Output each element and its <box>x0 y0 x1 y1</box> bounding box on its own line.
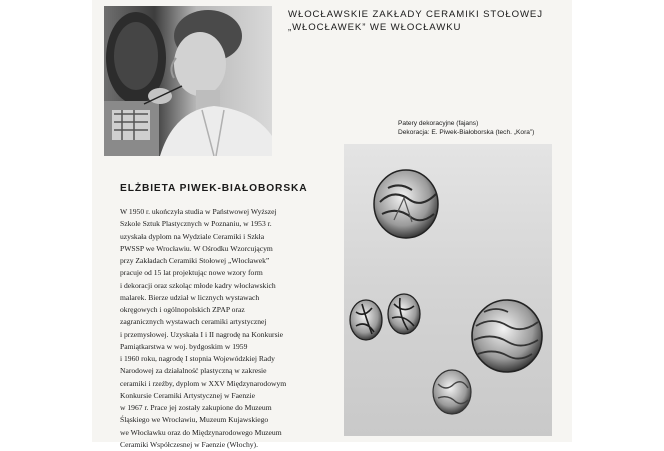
biography-text <box>120 206 334 451</box>
plate-small-middle <box>388 294 420 334</box>
plate-bottom <box>433 370 471 414</box>
artist-portrait-photo <box>104 6 272 156</box>
plate-small-left <box>350 300 382 340</box>
publisher-header <box>288 8 558 34</box>
bio-line: okręgowych i ogólnopolskich ZPAP oraz <box>120 305 245 314</box>
caption-line-2: Dekoracja: E. Piwek-Białoborska (tech. „Kora”) <box>398 129 535 136</box>
bio-line: zagranicznych wystawach ceramiki artystycznej <box>120 317 267 327</box>
bio-line: Szkole Sztuk Plastycznych w Poznaniu, w 1953 r. <box>120 219 272 229</box>
bio-line: i 1960 roku, nagrodę I stopnia Wojewódzkiej Rady <box>120 354 275 363</box>
header-line-2: „WŁOCŁAWEK” WE WŁOCŁAWKU <box>288 22 462 33</box>
bio-line: malarek. Bierze udział w licznych wystawach <box>120 292 260 302</box>
bio-line: PWSSP we Wrocławiu. W Ośrodku Wzorcującym <box>120 243 273 253</box>
bio-line: i przemysłowej. Uzyskała I i II nagrodę na Konkursie <box>120 329 284 339</box>
caption-line-1: Patery dekoracyjne (fajans) <box>398 120 479 127</box>
plate-large-top <box>374 170 438 238</box>
bio-line: w 1967 r. Prace jej zostały zakupione do Muzeum <box>120 403 272 412</box>
header-line-1: WŁOCŁAWSKIE ZAKŁADY CERAMIKI STOŁOWEJ <box>288 9 543 20</box>
author-name: ELŻBIETA PIWEK-BIAŁOBORSKA <box>120 183 308 194</box>
bio-line: pracuje od 15 lat projektując nowe wzory form <box>120 268 263 278</box>
bio-line: Konkursie Ceramiki Artystycznej w Faenzie <box>120 390 255 400</box>
ceramic-plates-photo <box>344 144 552 436</box>
bio-line: Pamiątkarstwa w woj. bydgoskim w 1959 <box>120 341 248 351</box>
photo-caption <box>398 119 578 137</box>
bio-line: Śląskiego we Wrocławiu, Muzeum Kujawskiego <box>120 415 269 425</box>
bio-line: przy Zakładach Ceramiki Stołowej „Włocławek” <box>120 256 270 265</box>
bio-line: ceramiki i rzeźby, dyplom w XXV Międzynarodowym <box>120 378 287 388</box>
plate-large-right <box>472 300 542 372</box>
bio-line: uzyskała dyplom na Wydziale Ceramiki i Szkła <box>120 231 265 241</box>
bio-line: W 1950 r. ukończyła studia w Państwowej Wyższej <box>120 207 277 216</box>
bio-line: Narodowej za działalność plastyczną w zakresie <box>120 366 267 376</box>
bio-line: i dekoracji oraz szkoląc młode kadry włocławskich <box>120 280 276 290</box>
bio-line: we Włocławku oraz do Międzynarodowego Muzeum <box>120 427 282 437</box>
bio-line: Ceramiki Współczesnej w Faenzie (Włochy). <box>120 439 258 449</box>
